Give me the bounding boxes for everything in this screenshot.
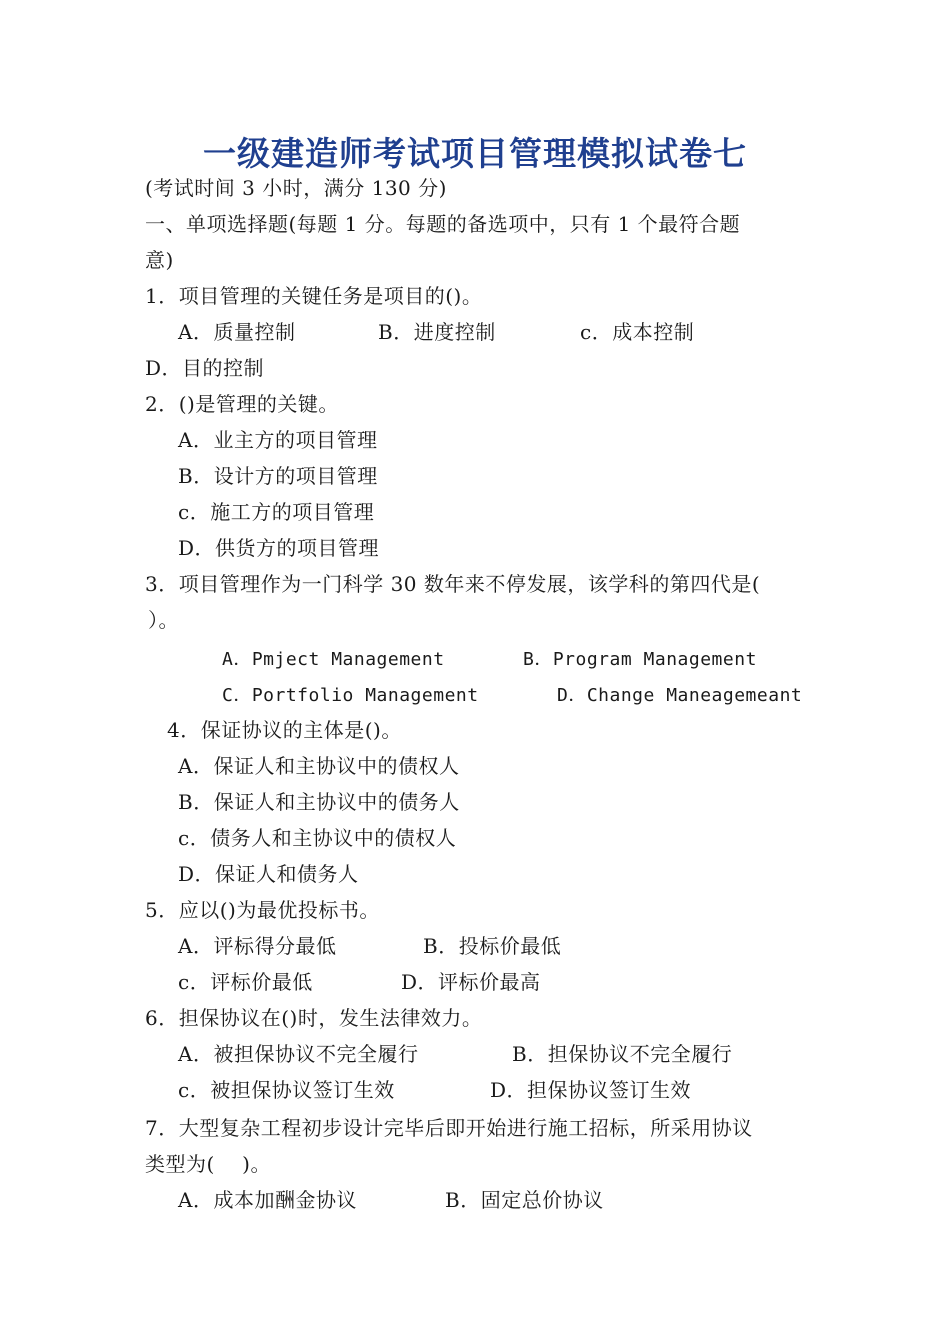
question-5-option-d: D．评标价最高 — [401, 970, 541, 994]
question-7-option-b: B．固定总价协议 — [445, 1188, 604, 1212]
question-2-option-d: D．供货方的项目管理 — [178, 536, 380, 560]
question-3-stem: 3．项目管理作为一门科学 30 数年来不停发展，该学科的第四代是( — [145, 572, 761, 596]
question-1-option-d: D．目的控制 — [145, 356, 265, 380]
question-7-option-a: A．成本加酬金协议 — [178, 1188, 357, 1212]
question-4-option-c: c．债务人和主协议中的债权人 — [178, 826, 457, 850]
section-heading-cont: 意) — [145, 248, 174, 272]
question-4-option-d: D．保证人和债务人 — [178, 862, 359, 886]
question-3-option-c: C．Portfolio Management — [222, 685, 479, 706]
question-5-option-c: c．评标价最低 — [178, 970, 313, 994]
question-5-stem: 5．应以()为最优投标书。 — [145, 898, 380, 922]
question-2-option-b: B．设计方的项目管理 — [178, 464, 378, 488]
question-4-option-b: B．保证人和主协议中的债务人 — [178, 790, 460, 814]
question-4-option-a: A．保证人和主协议中的债权人 — [178, 754, 460, 778]
question-1-stem: 1．项目管理的关键任务是项目的()。 — [145, 284, 483, 308]
question-3-option-b: B．Program Management — [523, 649, 757, 670]
question-1-option-a: A．质量控制 — [178, 320, 296, 344]
question-7-stem: 7．大型复杂工程初步设计完毕后即开始进行施工招标，所采用协议 — [145, 1116, 753, 1140]
question-2-option-c: c．施工方的项目管理 — [178, 500, 375, 524]
question-6-option-c: c．被担保协议签订生效 — [178, 1078, 395, 1102]
exam-title: 一级建造师考试项目管理模拟试卷七 — [203, 134, 747, 173]
question-4-stem: 4．保证协议的主体是()。 — [167, 718, 402, 742]
question-6-option-d: D．担保协议签订生效 — [490, 1078, 692, 1102]
question-2-option-a: A．业主方的项目管理 — [178, 428, 378, 452]
section-heading: 一、单项选择题(每题 1 分。每题的备选项中，只有 1 个最符合题 — [145, 212, 741, 236]
question-6-option-a: A．被担保协议不完全履行 — [178, 1042, 419, 1066]
question-5-option-b: B．投标价最低 — [423, 934, 562, 958]
question-1-option-c: c．成本控制 — [580, 320, 695, 344]
question-3-stem-cont: ）。 — [148, 608, 179, 632]
question-3-option-a: A．Pmject Management — [222, 649, 445, 670]
question-6-option-b: B．担保协议不完全履行 — [512, 1042, 733, 1066]
question-1-option-b: B．进度控制 — [378, 320, 496, 344]
exam-subtitle: (考试时间 3 小时，满分 130 分) — [145, 176, 447, 200]
question-2-stem: 2．()是管理的关键。 — [145, 392, 339, 416]
question-3-option-d: D．Change Maneagemeant — [557, 685, 803, 706]
question-7-stem-cont: 类型为( )。 — [145, 1152, 271, 1176]
question-5-option-a: A．评标得分最低 — [178, 934, 337, 958]
question-6-stem: 6．担保协议在()时，发生法律效力。 — [145, 1006, 483, 1030]
